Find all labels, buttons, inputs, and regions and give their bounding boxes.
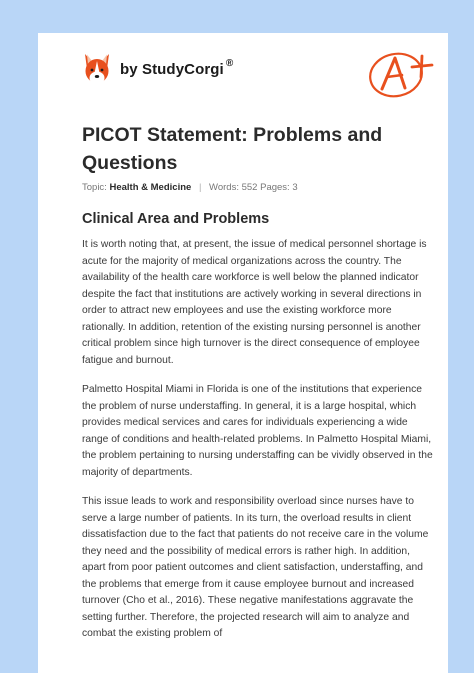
section-heading: Clinical Area and Problems: [82, 211, 270, 227]
brand-header[interactable]: [82, 52, 233, 86]
words-count: 552: [241, 182, 258, 193]
topic-label: Topic:: [82, 182, 107, 193]
paragraph: Palmetto Hospital Miami in Florida is one of the institutions that experience the problem of nurse understaffing. In general, it is a large hospital, which provides medical services and cares for individuals experiencing a wide range of conditions and health-related problems. In Palmetto Hospital Miami, the problem pertaining to nursing understaffing can be vividly observed in the majority of departments.: [82, 384, 433, 478]
paragraph: This issue leads to work and responsibility overload since nurses have to serve a large number of patients. In its turn, the overload results in client dissatisfaction due to the fact that patients do not receive care in the volume they need and the possibility of medical errors is rather high. In addition, apart from poor patient outcomes and client satisfaction, understaffing, and the problems that emerge from it cause employee burnout and increased turnover (Cho et al., 2016). These negative manifestations aggravate the setting further. Therefore, the projected research will aim to analyze and combat the existing problem of: [82, 496, 429, 639]
pages-count: 3: [292, 182, 298, 193]
words-label: Words:: [209, 182, 239, 193]
document-body: [82, 237, 434, 656]
document-page: [38, 33, 448, 673]
paragraph: It is worth noting that, at present, the issue of medical personnel shortage is acute for the majority of medical organizations across the country. The availability of the health care workforce is well below the planned indicator despite the fact that institutions are actively working in several directions in order to attract new employees and use the existing workforce more rationally. In addition, retention of the existing nursing personnel is another critical problem since high turnover is the direct consequence of employee fatigue and burnout.: [82, 239, 427, 366]
registered-mark: ®: [225, 57, 234, 69]
corgi-head-icon: [82, 52, 112, 86]
document-meta: [82, 182, 298, 193]
a-plus-grade-icon: [366, 45, 440, 99]
topic-link[interactable]: Health & Medicine: [109, 182, 192, 193]
document-title: PICOT Statement: Problems and Questions: [82, 124, 383, 174]
brand-name: by StudyCorgi: [120, 60, 224, 78]
meta-separator: |: [198, 182, 202, 193]
pages-label: Pages:: [260, 182, 290, 193]
